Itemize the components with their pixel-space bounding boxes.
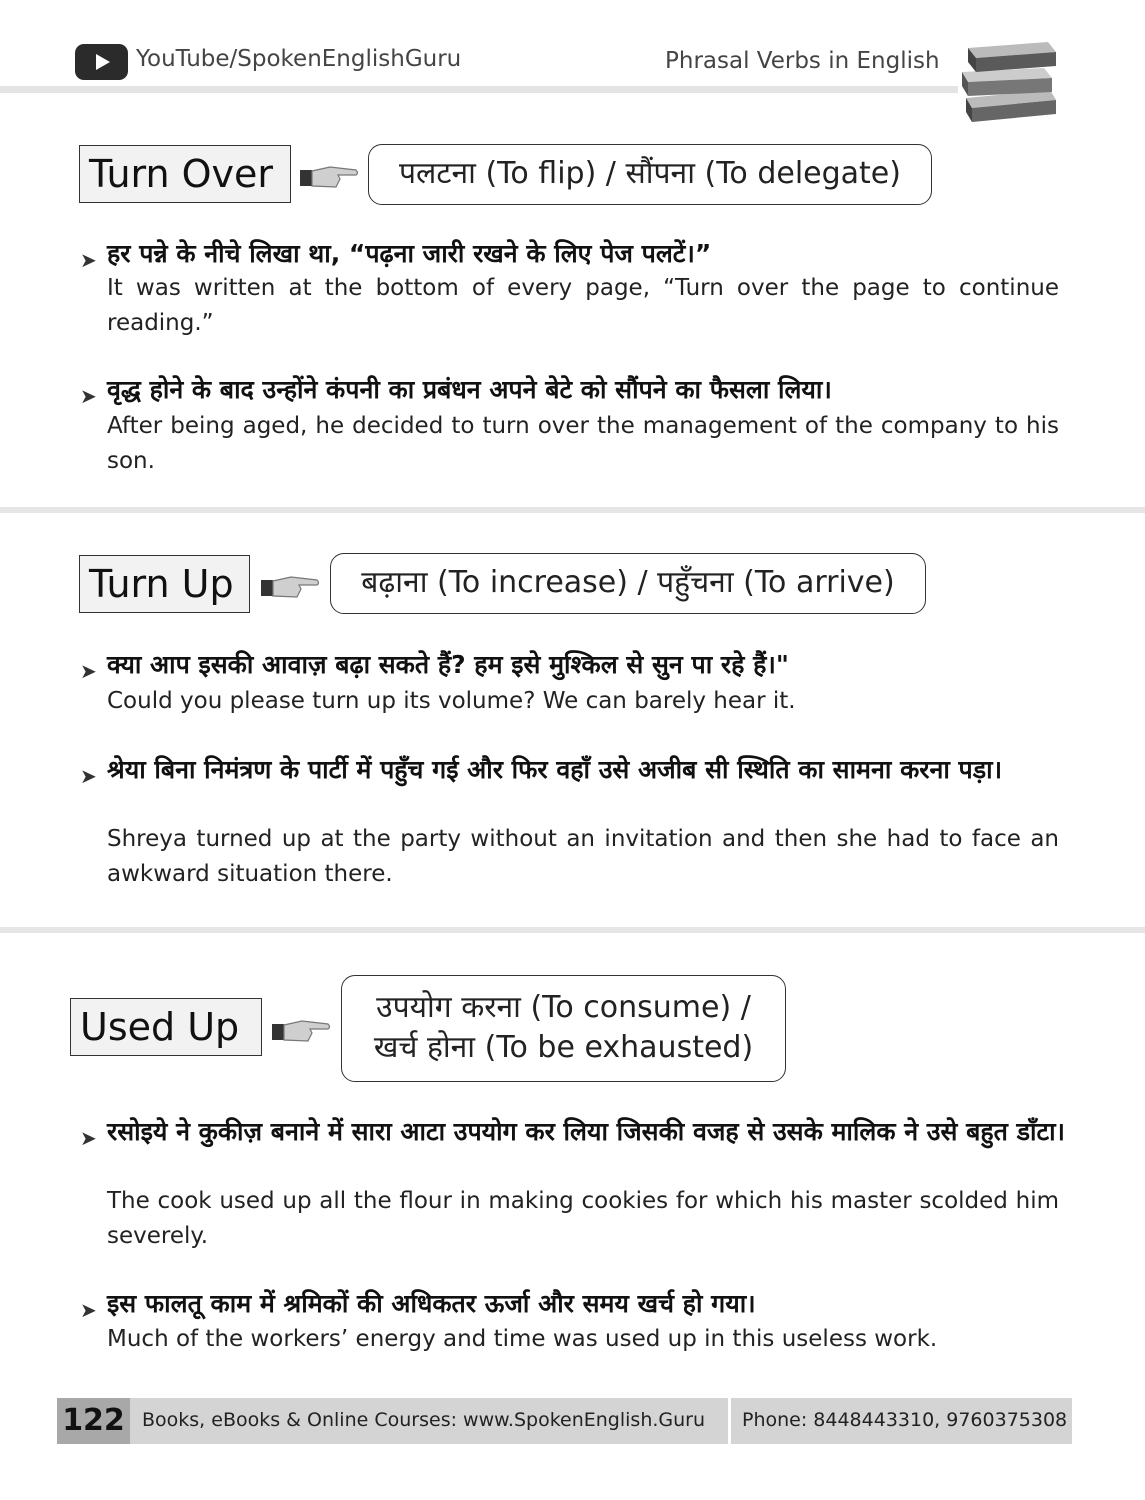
bullet-arrow-icon: ➤ (80, 764, 97, 788)
youtube-play-icon (75, 44, 128, 80)
books-stack-icon (958, 38, 1058, 124)
meaning-box (341, 975, 786, 1082)
meaning-box (330, 553, 926, 614)
bullet-arrow-icon: ➤ (80, 659, 97, 683)
footer-phone: Phone: 8448443310, 9760375308 (742, 1409, 1068, 1431)
bullet-arrow-icon: ➤ (80, 1126, 97, 1150)
hindi-sentence: हर पन्ने के नीचे लिखा था, “पढ़ना जारी रखने के लिए पेज पलटें।” (107, 239, 712, 268)
english-sentence: The cook used up all the flour in making cookies for which his master scolded him severely. (107, 1188, 1059, 1249)
section-divider (0, 507, 1145, 513)
phrasal-verb-label: Used Up (70, 998, 262, 1056)
book-title: Phrasal Verbs in English (665, 48, 940, 74)
page-number: 122 (57, 1398, 130, 1444)
meaning-line: उपयोग करना (To consume) / (376, 990, 751, 1025)
english-sentence: Shreya turned up at the party without an invitation and then she had to face an awkward situation there. (107, 826, 1059, 887)
hindi-sentence: क्या आप इसकी आवाज़ बढ़ा सकते हैं? हम इसे मुश्किल से सुन पा रहे हैं।" (107, 650, 789, 679)
english-sentence: After being aged, he decided to turn over the management of the company to his son. (107, 413, 1059, 474)
phrasal-verb-label: Turn Up (79, 555, 250, 613)
english-sentence: It was written at the bottom of every page, “Turn over the page to continue reading.” (107, 275, 1059, 336)
bullet-arrow-icon: ➤ (80, 384, 97, 408)
bullet-arrow-icon: ➤ (80, 1298, 97, 1322)
phrasal-verb-label: Turn Over (79, 145, 291, 203)
pointing-hand-icon (270, 1016, 332, 1044)
hindi-sentence: रसोइये ने कुकीज़ बनाने में सारा आटा उपयोग कर लिया जिसकी वजह से उसके मालिक ने उसे बहुत डाँटा। (107, 1117, 1066, 1146)
bullet-arrow-icon: ➤ (80, 248, 97, 272)
section-divider (0, 927, 1145, 933)
english-sentence: Could you please turn up its volume? We can barely hear it. (107, 688, 796, 714)
pointing-hand-icon (259, 572, 321, 600)
hindi-sentence: इस फालतू काम में श्रमिकों की अधिकतर ऊर्जा और समय खर्च हो गया। (107, 1289, 756, 1318)
footer-website: Books, eBooks & Online Courses: www.SpokenEnglish.Guru (142, 1409, 706, 1431)
footer-separator (728, 1398, 731, 1444)
meaning-line: बढ़ाना (To increase) / पहुँचना (To arrive) (361, 565, 895, 600)
pointing-hand-icon (298, 162, 360, 190)
english-sentence: Much of the workers’ energy and time was used up in this useless work. (107, 1326, 938, 1352)
channel-name: YouTube/SpokenEnglishGuru (136, 46, 462, 72)
header-rule (0, 86, 958, 93)
meaning-line: खर्च होना (To be exhausted) (373, 1030, 754, 1065)
hindi-sentence: वृद्ध होने के बाद उन्होंने कंपनी का प्रबंधन अपने बेटे को सौंपने का फैसला लिया। (107, 375, 832, 404)
meaning-line: पलटना (To flip) / सौंपना (To delegate) (399, 156, 901, 191)
meaning-box (368, 144, 932, 205)
hindi-sentence: श्रेया बिना निमंत्रण के पार्टी में पहुँच गई और फिर वहाँ उसे अजीब सी स्थिति का सामना करना पड़ा। (107, 755, 1003, 784)
